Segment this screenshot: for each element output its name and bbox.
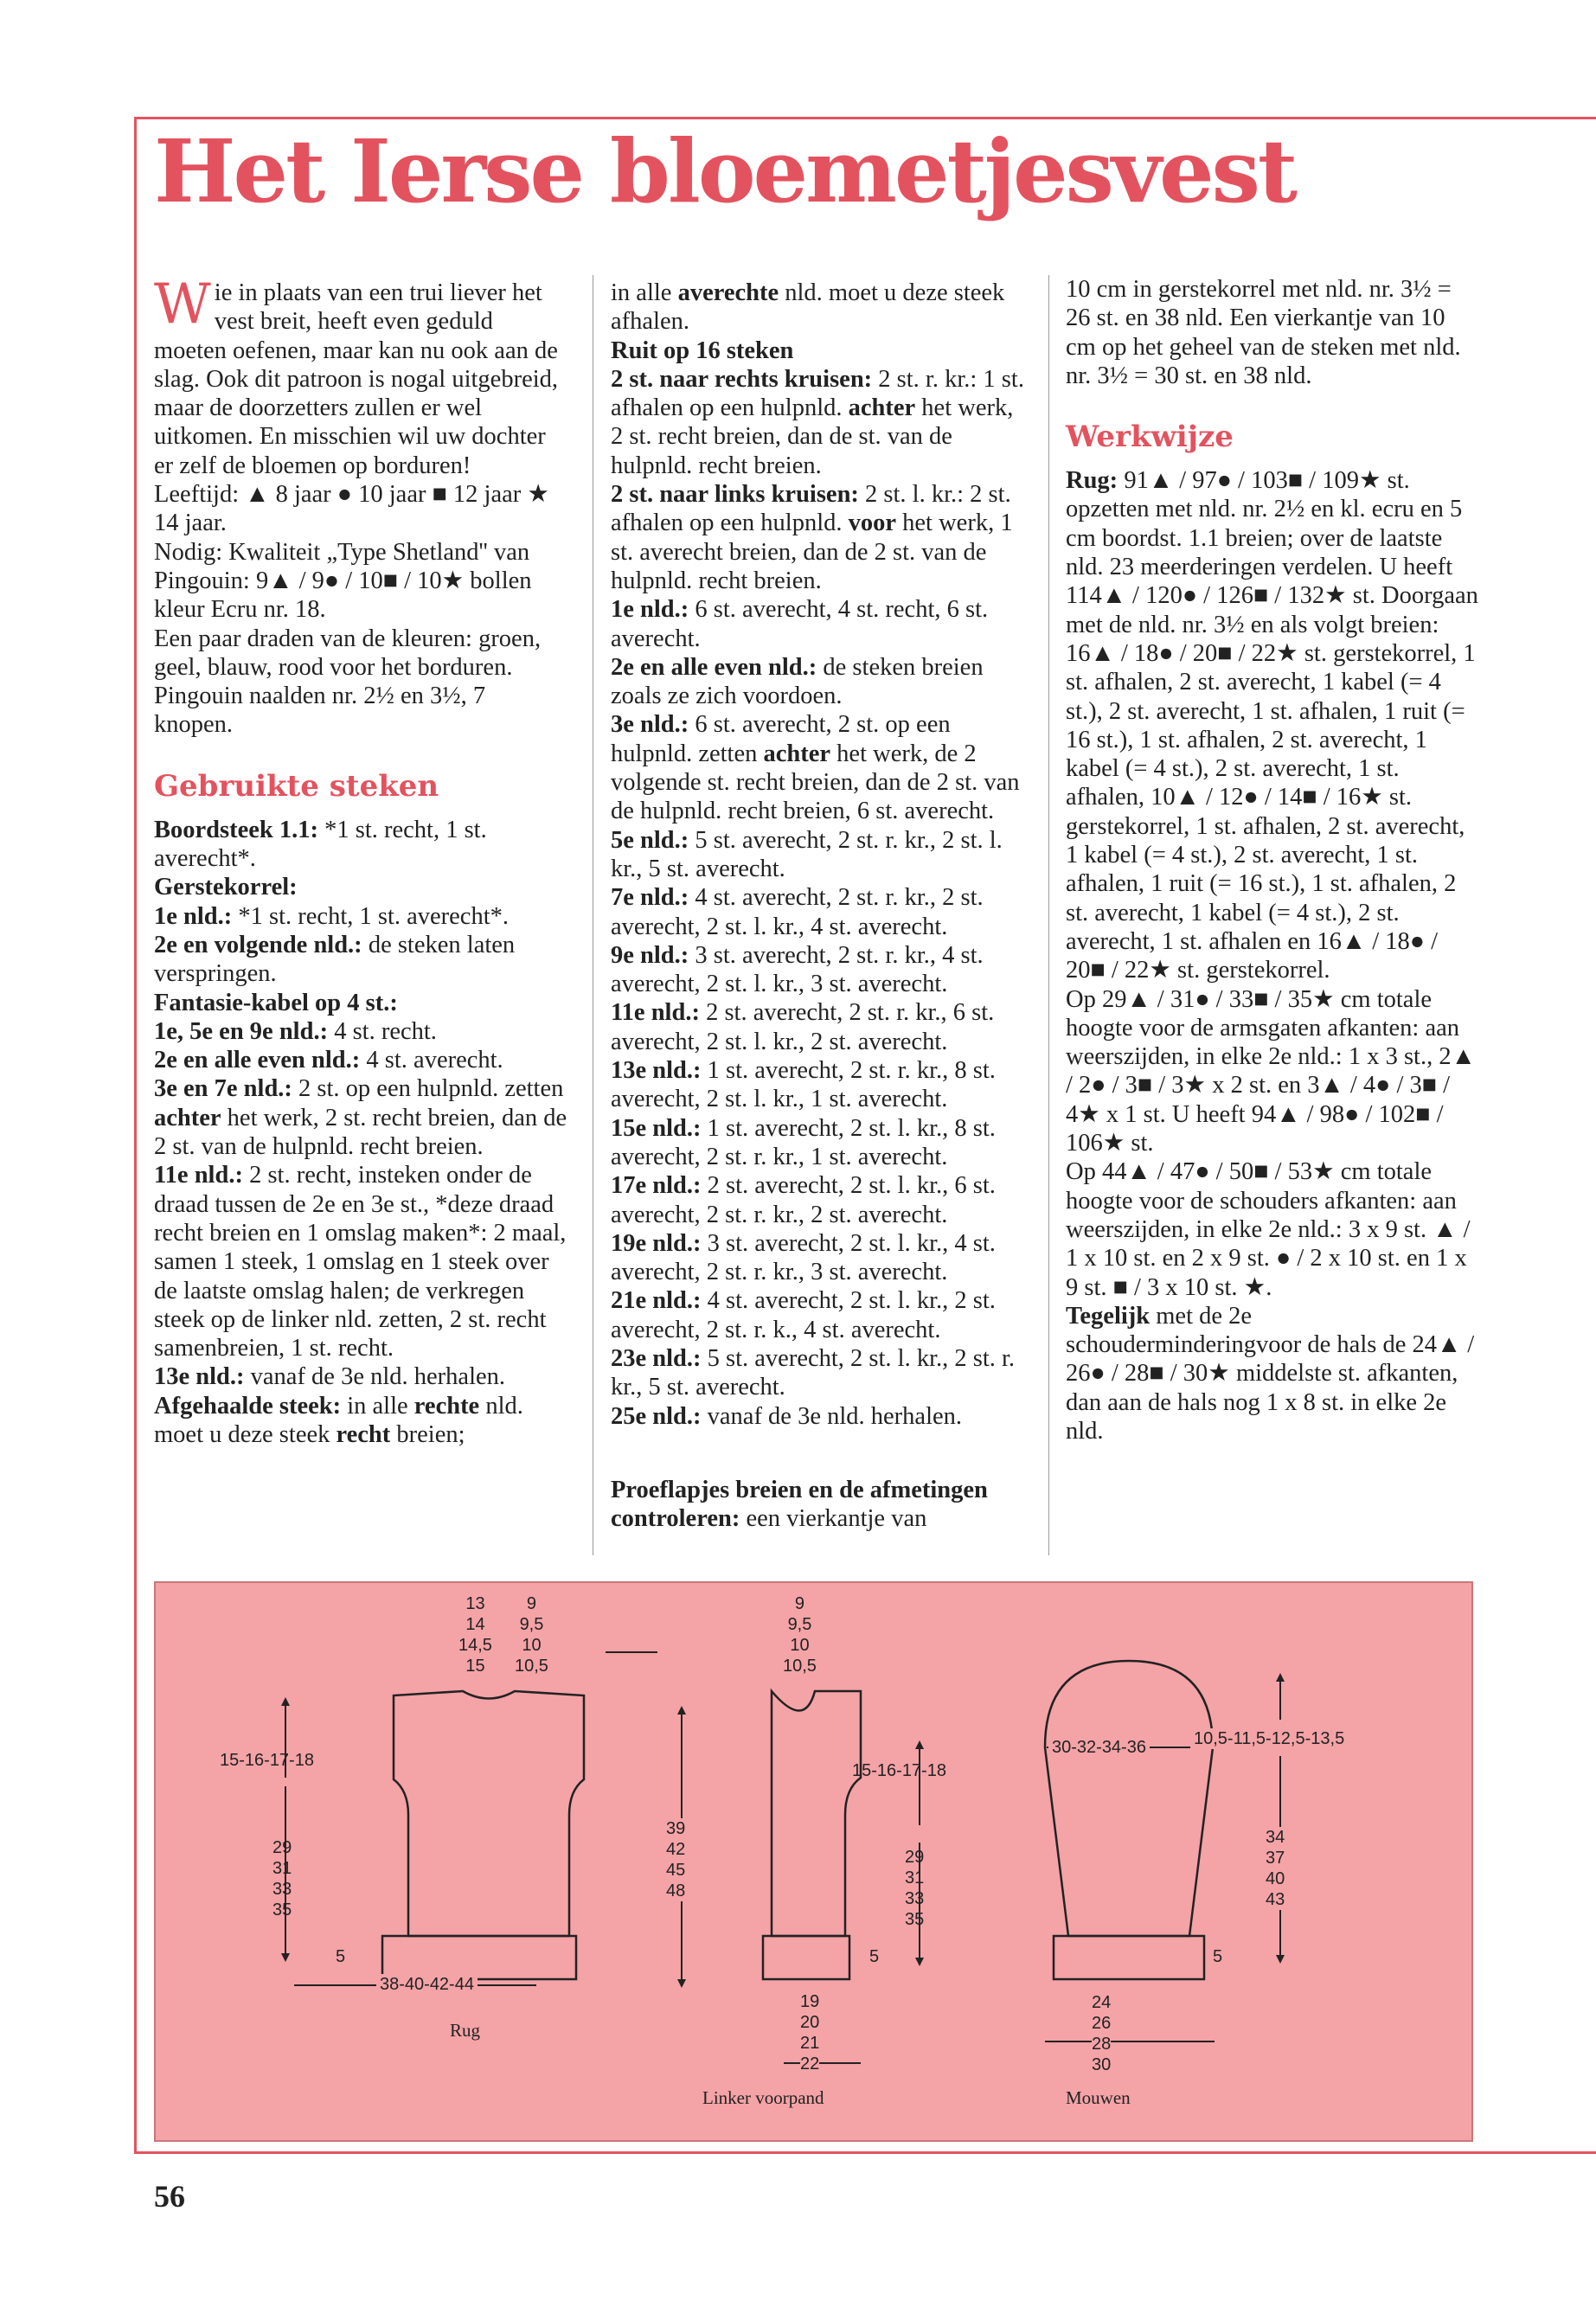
back-outline (394, 1691, 584, 1936)
sleeve-caption: Mouwen (1066, 2087, 1131, 2108)
stitch-paragraph: 3e nld.: 6 st. averecht, 2 st. op een hulpnld. zetten achter het werk, de 2 volgende st. recht breien, dan de 2 st. van de hulpnld. recht breien, 6 st. averecht. (611, 711, 1020, 825)
front-width-label: 19 20 21 22 (800, 1992, 820, 2073)
stitch-paragraph: 13e nld.: 1 st. averecht, 2 st. r. kr., 8 st. averecht, 2 st. l. kr., 1 st. averecht. (611, 1057, 996, 1113)
stitch-paragraph: 17e nld.: 2 st. averecht, 2 st. l. kr., 6 st. averecht, 2 st. r. kr., 2 st. averecht. (611, 1172, 996, 1228)
stitch-paragraph: 1e, 5e en 9e nld.: 4 st. recht. (154, 1017, 437, 1045)
sleeve-length-label: 34 37 40 43 (1266, 1828, 1285, 1909)
stitch-paragraph: 21e nld.: 4 st. averecht, 2 st. l. kr., 2 st. averecht, 2 st. r. k., 4 st. averecht. (611, 1287, 996, 1343)
stitch-paragraph: 13e nld.: vanaf de 3e nld. herhalen. (154, 1363, 506, 1391)
stitch-paragraph: Fantasie-kabel op 4 st.: (154, 989, 398, 1016)
front-caption: Linker voorpand (702, 2087, 824, 2108)
stitch-paragraph: 9e nld.: 3 st. averecht, 2 st. r. kr., 4 st. averecht, 2 st. l. kr., 3 st. averecht. (611, 941, 984, 998)
threads-info: Een paar draden van de kleuren: groen, geel, blauw, rood voor het borduren. (154, 625, 542, 681)
stitch-paragraph: 11e nld.: 2 st. recht, insteken onder de draad tussen de 2e en 3e st., *deze draad recht breien en 1 omslag maken*: 2 maal, samen 1 steek, 1 omslag en 1 steek over de laatste omslag halen; de verkregen steek op de linker nld. zetten, 2 st. recht samenbreien, 1 st. recht. (154, 1162, 567, 1362)
instructions-paragraph: Rug: 91▲ / 97● / 103■ / 109★ st. opzetten met nld. nr. 2½ en kl. ecru en 5 cm boordst. 1.1 breien; over de laatste nld. 23 meerderingen verdelen. U heeft 114▲ / 120● / 126■ / 132★ st. Doorgaan met de nld. nr. 3½ en als volgt breien: 16▲ / 18● / 20■ / 22★ st. gerstekorrel, 1 st. afhalen, 2 st. averecht, 1 kabel (= 4 st.), 2 st. averecht, 1 st. afhalen, 1 ruit (= 16 st.), 1 st. afhalen, 2 st. averecht, 1 kabel (= 4 st.), 2 st. averecht, 1 st. afhalen, 10▲ / 12● / 14■ / 16★ st. gerstekorrel, 1 st. afhalen, 2 st. averecht, 1 kabel (= 4 st.), 2 st. averecht, 1 st. afhalen, 1 ruit (= 16 st.), 1 st. afhalen, 2 st. averecht, 1 kabel (= 4 st.), 2 st. averecht, 1 st. afhalen en 16▲ / 18● / 20■ / 22★ st. gerstekorrel. (1066, 467, 1478, 984)
instructions-paragraph: Op 29▲ / 31● / 33■ / 35★ cm totale hoogte voor de armsgaten afkanten: aan weerszijden, in elke 2e nld.: 1 x 3 st., 2▲ / 2● / 3■ / 3★ x 2 st. en 3▲ / 4● / 3■ / 4★ x 1 st. U heeft 94▲ / 98● / 102■ / 106★ st. (1066, 985, 1476, 1157)
needles-info: Pingouin naalden nr. 2½ en 3½, 7 knopen. (154, 683, 486, 739)
stitch-paragraph: 1e nld.: 6 st. averecht, 4 st. recht, 6 st. averecht. (611, 596, 989, 652)
back-side-label: 15-16-17-18 (220, 1751, 314, 1770)
front-height-label: 29 31 33 35 (905, 1848, 925, 1929)
front-full-height-label: 39 42 45 48 (666, 1819, 686, 1900)
column-3 (1066, 275, 1481, 1445)
gauge-paragraph: 10 cm in gerstekorrel met nld. nr. 3½ = 26 st. en 38 nld. Een vierkantje van 10 cm op het geheel van de steken met nld. nr. 3½ = 30 st. en 38 nld. (1066, 276, 1461, 389)
stitch-paragraph: 2 st. naar rechts kruisen: 2 st. r. kr.: 1 st. afhalen op een hulpnld. achter het werk, 2 st. recht breien, dan de st. van de hulpnld. recht breien. (611, 365, 1024, 479)
back-height-label: 29 31 33 35 (272, 1838, 292, 1920)
page-title: Het Ierse bloemetjesvest (154, 120, 1296, 222)
front-outline (772, 1691, 861, 1936)
front-side-label: 15-16-17-18 (852, 1761, 946, 1780)
stitch-paragraph: 11e nld.: 2 st. averecht, 2 st. r. kr., 6 st. averecht, 2 st. l. kr., 2 st. averecht. (611, 999, 995, 1055)
back-width-label: 38-40-42-44 (376, 1974, 478, 1995)
stitch-paragraph: Gerstekorrel: (154, 874, 298, 901)
column-divider (1048, 275, 1049, 1555)
stitch-paragraph: 5e nld.: 5 st. averecht, 2 st. r. kr., 2 st. l. kr., 5 st. averecht. (611, 826, 1003, 882)
stitch-paragraph: 2e en alle even nld.: 4 st. averecht. (154, 1047, 503, 1074)
intro-paragraph: Wie in plaats van een trui liever het vest breit, heeft even geduld moeten oefenen, maar kan nu ook aan de slag. Ook dit patroon is nogal uitgebreid, maar de doorzetters zullen er wel uitkomen. En misschien wil uw dochter er zelf de bloemen op borduren! (154, 272, 559, 479)
section-heading: Werkwijze (1066, 420, 1234, 455)
back-top-left-label: 13 14 14,5 15 (458, 1594, 492, 1676)
sleeve-outline (1045, 1661, 1213, 1936)
materials-info: Nodig: Kwaliteit „Type Shetland'' van Pingouin: 9▲ / 9● / 10■ / 10★ bollen kleur Ecru nr. 18. (154, 538, 532, 624)
stitch-paragraph: 15e nld.: 1 st. averecht, 2 st. l. kr., 8 st. averecht, 2 st. r. kr., 1 st. averecht. (611, 1114, 996, 1170)
stitch-paragraph: 1e nld.: *1 st. recht, 1 st. averecht*. (154, 902, 509, 930)
back-top-right-label: 9 9,5 10 10,5 (515, 1594, 548, 1676)
instructions-paragraph: Tegelijk met de 2e schouderminderingvoor de hals de 24▲ / 26● / 28■ / 30★ middelste st. afkanten, dan aan de hals nog 1 x 8 st. in elke 2e nld. (1066, 1302, 1475, 1445)
sleeve-ribbing (1054, 1936, 1204, 1979)
column-1 (154, 272, 569, 1449)
stitch-paragraph: 19e nld.: 3 st. averecht, 2 st. l. kr., 4 st. averecht, 2 st. r. kr., 3 st. averecht. (611, 1229, 996, 1286)
sleeve-width-label: 24 26 28 30 (1092, 1993, 1112, 2074)
front-top-label: 9 9,5 10 10,5 (783, 1594, 817, 1676)
section-heading: Gebruikte steken (154, 768, 439, 804)
page-number: 56 (154, 2179, 185, 2214)
stitch-paragraph: 23e nld.: 5 st. averecht, 2 st. l. kr., 2 st. r. kr., 5 st. averecht. (611, 1344, 1016, 1401)
sleeve-cap-width-label: 30-32-34-36 (1048, 1737, 1150, 1758)
sleeve-rib-label: 5 (1213, 1947, 1223, 1966)
sleeve-cap-height-label: 10,5-11,5-12,5-13,5 (1190, 1728, 1348, 1749)
column-2 (611, 279, 1031, 1533)
front-ribbing (763, 1936, 849, 1979)
stitch-paragraph: 25e nld.: vanaf de 3e nld. herhalen. (611, 1402, 963, 1430)
stitch-paragraph: 7e nld.: 4 st. averecht, 2 st. r. kr., 2 st. averecht, 2 st. l. kr., 4 st. averecht. (611, 884, 984, 940)
front-rib-label: 5 (869, 1947, 880, 1966)
stitch-paragraph: 2e en alle even nld.: de steken breien zoals ze zich voordoen. (611, 653, 984, 710)
back-rib-label: 5 (336, 1947, 346, 1966)
age-info: Leeftijd: ▲ 8 jaar ● 10 jaar ■ 12 jaar ★ 14 jaar. (154, 481, 549, 537)
stitch-paragraph: Afgehaalde steek: in alle rechte nld. moet u deze steek recht breien; (154, 1392, 523, 1448)
stitch-paragraph: 2 st. naar links kruisen: 2 st. l. kr.: 2 st. afhalen op een hulpnld. voor het werk, 1 st. averecht breien, dan de 2 st. van de hulpnld. recht breien. (611, 481, 1013, 594)
stitch-paragraph: Boordsteek 1.1: *1 st. recht, 1 st. averecht*. (154, 816, 487, 873)
stitch-paragraph: in alle averechte nld. moet u deze steek afhalen. (611, 279, 1005, 336)
schematic-panel (154, 1581, 1473, 2142)
stitch-paragraph: Proeflapjes breien en de afmetingen controleren: een vierkantje van (611, 1476, 988, 1533)
stitch-paragraph: Ruit op 16 steken (611, 336, 794, 364)
instructions-paragraph: Op 44▲ / 47● / 50■ / 53★ cm totale hoogte voor de schouders afkanten: aan weerszijden, in elke 2e nld.: 3 x 9 st. ▲ / 1 x 10 st. en 2 x 9 st. ● / 2 x 10 st. en 1 x 9 st. ■ / 3 x 10 st. ★. (1066, 1158, 1471, 1301)
back-ribbing (382, 1936, 576, 1979)
stitch-paragraph: 2e en volgende nld.: de steken laten verspringen. (154, 931, 516, 988)
back-caption: Rug (450, 2020, 481, 2041)
stitch-paragraph: 3e en 7e nld.: 2 st. op een hulpnld. zetten achter het werk, 2 st. recht breien, dan de 2 st. van de hulpnld. recht breien. (154, 1075, 567, 1161)
drop-cap: W (154, 272, 211, 336)
